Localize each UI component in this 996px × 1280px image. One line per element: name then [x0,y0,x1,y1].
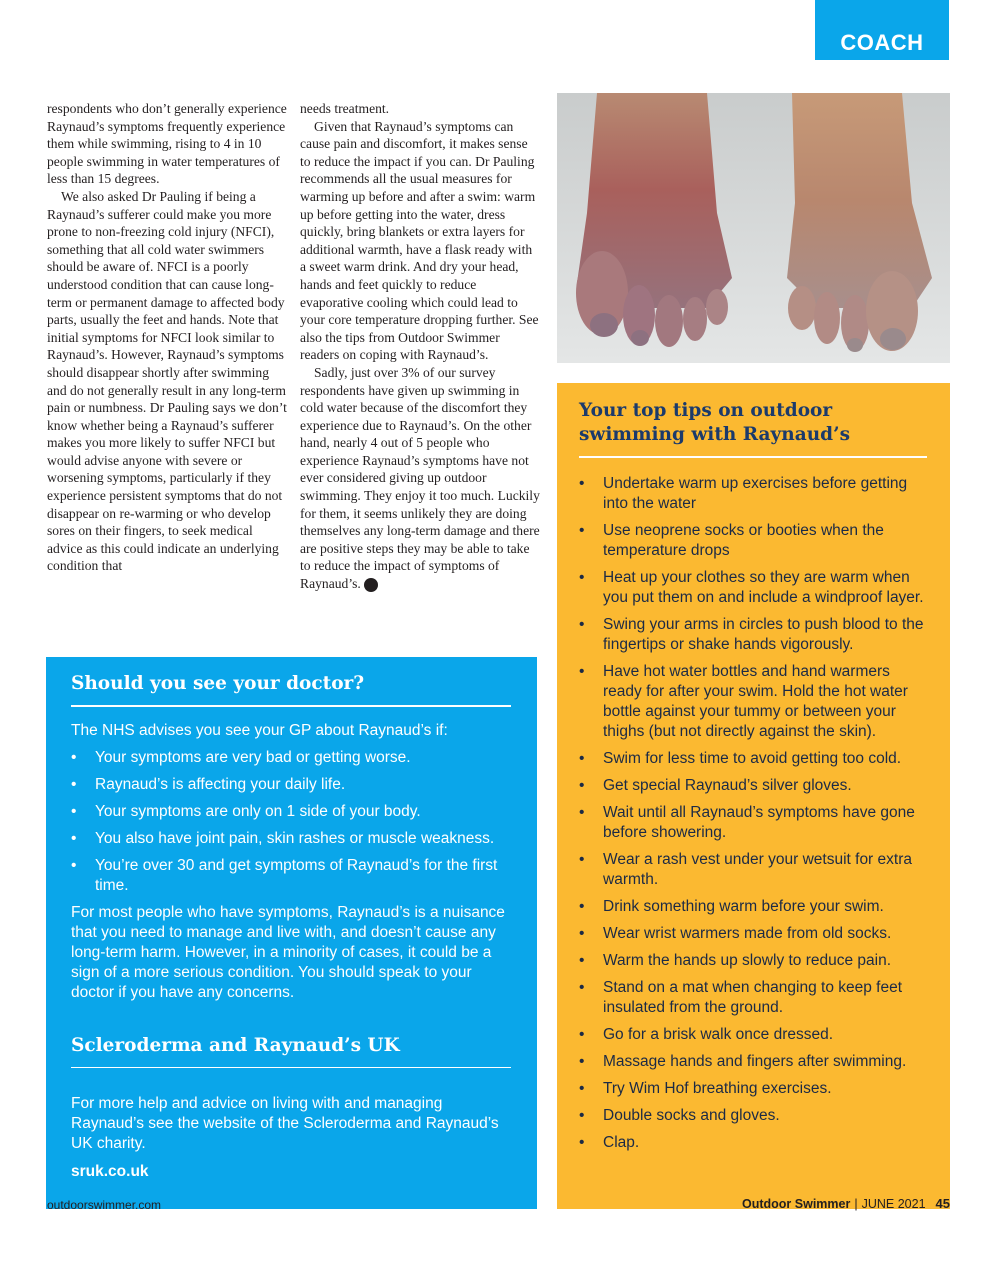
doctor-list-item: • Your symptoms are only on 1 side of your body. [71,802,512,822]
tip-item: • Warm the hands up slowly to reduce pain. [579,951,928,971]
charity-heading: Scleroderma and Raynaud’s UK [71,1034,400,1056]
charity-divider [71,1067,511,1069]
end-of-article-mark: OS [364,578,378,592]
tip-item: • Undertake warm up exercises before getting into the water [579,474,928,514]
doctor-panel [46,657,537,1209]
doctor-divider [71,705,511,707]
section-tab [815,0,949,60]
article-paragraph-text: Sadly, just over 3% of our survey respondents have given up swimming in cold water because of the discomfort they experience due to Raynaud’s. On the other hand, nearly 4 out of 5 people who experience Raynaud’s symptoms have not ever considered giving up outdoor swimming. They enjoy it too much. Luckily for them, it seems unlikely they are doing themselves any long-term damage and there are positive steps they may be able to take to reduce the impact of symptoms of Raynaud’s. [300,364,540,592]
charity-text: For more help and advice on living with and managing Raynaud’s see the website of the Scleroderma and Raynaud’s UK charity. [71,1095,499,1152]
tip-item: • Double socks and gloves. [579,1106,928,1126]
tip-item: • Have hot water bottles and hand warmers ready for after your swim. Hold the hot water bottle against your tummy or between your thighs (but not directly against the skin). [579,662,928,742]
tip-item: • Heat up your clothes so they are warm when you put them on and include a windproof layer. [579,568,928,608]
tip-item: • Wear a rash vest under your wetsuit for extra warmth. [579,850,928,890]
doctor-heading: Should you see your doctor? [71,673,365,694]
tip-item: • Wait until all Raynaud’s symptoms have gone before showering. [579,803,928,843]
tips-title: Your top tips on outdoor swimming with Raynaud’s [579,400,850,445]
tip-item: • Swim for less time to avoid getting too cold. [579,749,928,769]
doctor-list-item: • Raynaud’s is affecting your daily life. [71,775,512,795]
feet-illustration [557,93,950,363]
doctor-paragraph: For most people who have symptoms, Raynaud’s is a nuisance that you need to manage and live with, and doesn’t cause any long-term harm. However, in a minority of cases, it could be a sign of a more serious condition. You should speak to your doctor if you have any concerns. [71,903,505,1001]
tip-item: • Wear wrist warmers made from old socks. [579,924,928,944]
tip-item: • Clap. [579,1133,928,1153]
charity-link[interactable]: sruk.co.uk [71,1163,149,1180]
footer-separator: | [854,1197,858,1211]
page-number: 45 [935,1196,950,1211]
doctor-list-item: • Your symptoms are very bad or getting worse. [71,748,512,768]
tip-item: • Swing your arms in circles to push blood to the fingertips or shake hands vigorously. [579,615,928,655]
article-paragraph: needs treatment. [300,101,390,116]
tip-item: • Use neoprene socks or booties when the temperature drops [579,521,928,561]
article-paragraph: Given that Raynaud’s symptoms can cause pain and discomfort, it makes sense to reduce the impact if you can. Dr Pauling recommends all the usual measures for warming up before and after a swim: warm up before getting into the water, dress quickly, bring blankets or extra layers for additional warmth, have a flask ready with a sweet warm drink. And dry your head, hands and feet quickly to reduce evaporative cooling which could lead to your core temperature dropping further. See also the tips from Outdoor Swimmer readers on coping with Raynaud’s. [300,118,539,363]
article-column-1 [47,100,287,575]
tip-item: • Go for a brisk walk once dressed. [579,1025,928,1045]
article-paragraph [300,364,540,593]
article-paragraph: respondents who don’t generally experience Raynaud’s symptoms frequently experience them while swimming, rising to 4 in 10 people swimming in water temperatures of less than 15 degrees. [47,101,287,187]
tip-item: • Massage hands and fingers after swimming. [579,1052,928,1072]
footer-magazine-name: Outdoor Swimmer [742,1197,851,1211]
tips-divider [579,456,927,458]
tip-item: • Try Wim Hof breathing exercises. [579,1079,928,1099]
article-column-2 [300,100,540,593]
tips-list [579,474,928,1153]
footer-issue: JUNE 2021 [861,1197,926,1211]
feet-photo [557,93,950,363]
doctor-list-item: • You’re over 30 and get symptoms of Raynaud’s for the first time. [71,856,512,896]
doctor-list [71,748,512,896]
tip-item: • Drink something warm before your swim. [579,897,928,917]
footer-folio [742,1196,950,1211]
doctor-list-item: • You also have joint pain, skin rashes or muscle weakness. [71,829,512,849]
doctor-intro: The NHS advises you see your GP about Raynaud’s if: [71,721,448,739]
section-label: COACH [840,30,924,55]
tips-panel [557,383,950,1209]
tip-item: • Get special Raynaud’s silver gloves. [579,776,928,796]
footer-website[interactable]: outdoorswimmer.com [47,1198,162,1212]
article-paragraph: We also asked Dr Pauling if being a Raynaud’s sufferer could make you more prone to non-freezing cold injury (NFCI), something that all cold water swimmers should be aware of. NFCI is a poorly understood condition that can cause long-term or permanent damage to affected body parts, usually the feet and hands. Note that initial symptoms for NFCI look similar to Raynaud’s. However, Raynaud’s symptoms should disappear shortly after swimming and do not generally result in any long-term pain or numbness. Dr Pauling says we don’t know whether being a Raynaud’s sufferer makes you more likely to suffer NFCI but would advise anyone with severe or worsening symptoms, particularly if they experience persistent symptoms that do not disappear on re-warming or who develop sores on their fingers, to seek medical advice as this could indicate an underlying condition that [47,188,287,574]
tip-item: • Stand on a mat when changing to keep feet insulated from the ground. [579,978,928,1018]
